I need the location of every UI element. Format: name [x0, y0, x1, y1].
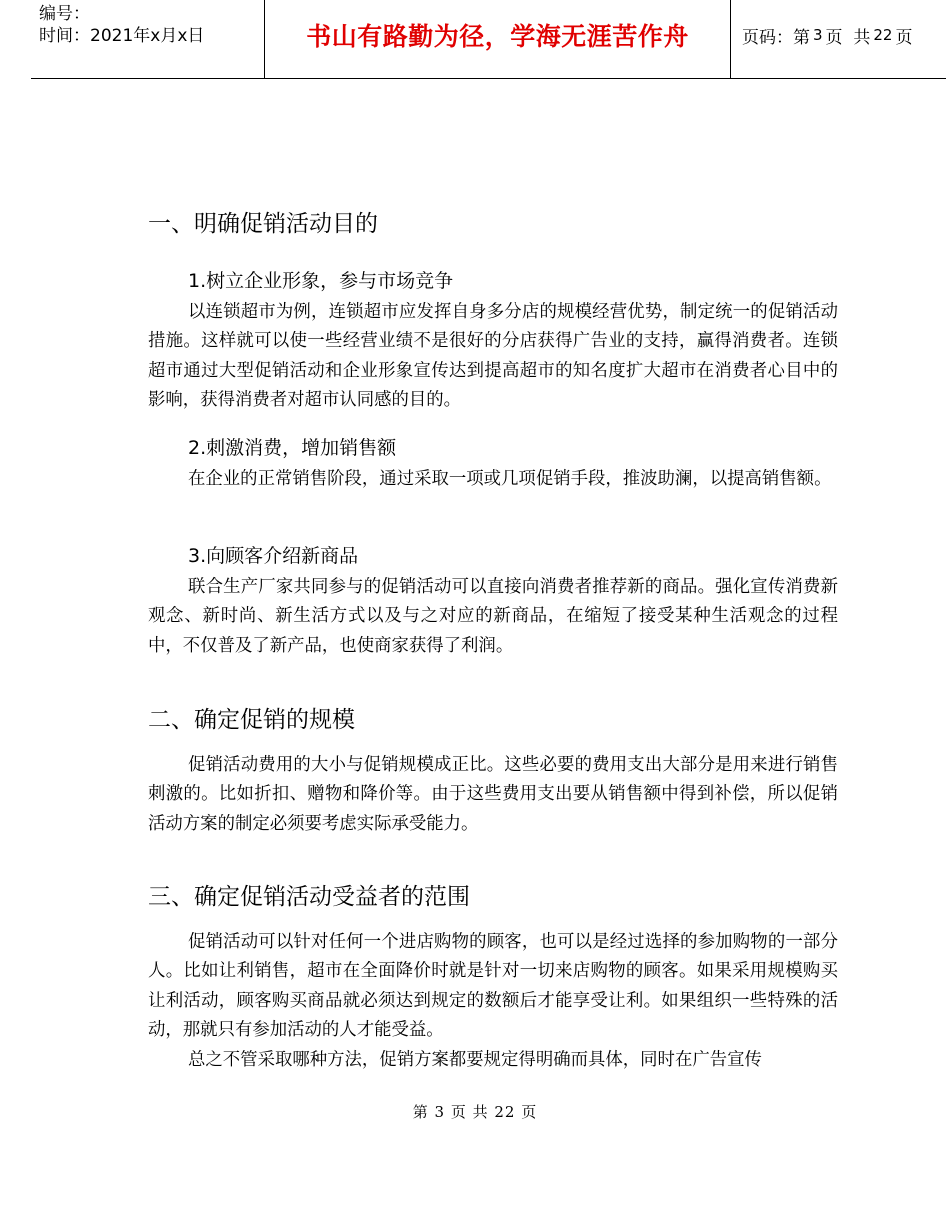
number-label: 编号：: [39, 4, 90, 24]
section-2-paragraph-1: 促销活动费用的大小与促销规模成正比。这些必要的费用支出大部分是用来进行销售刺激的。比如折扣、赠物和降价等。由于这些费用支出要从销售额中得到补偿，所以促销活动方案的制定必须要考虑实际承受能力。: [148, 755, 838, 834]
header-meta: [31, 0, 265, 78]
section-1-sub-2: 2.刺激消费，增加销售额: [188, 437, 397, 459]
motto: 书山有路勤为径，学海无涯苦作舟: [306, 22, 689, 51]
page-header: [31, 0, 946, 79]
page-footer: 第 3 页 共 22 页: [412, 1103, 538, 1121]
section-3-paragraph-2: 总之不管采取哪种方法，促销方案都要规定得明确而具体，同时在广告宣传: [188, 1050, 762, 1070]
time-label: 时间：2021年x月x日: [39, 26, 205, 46]
page-label: 页码：第: [742, 27, 810, 48]
section-3-title: 三、确定促销活动受益者的范围: [148, 884, 470, 910]
section-2-title: 二、确定促销的规模: [148, 707, 355, 733]
section-1-paragraph-1: 以连锁超市为例，连锁超市应发挥自身多分店的规模经营优势，制定统一的促销活动措施。这样就可以使一些经营业绩不是很好的分店获得广告业的支持，赢得消费者。连锁超市通过大型促销活动和企业形象宣传达到提高超市的知名度扩大超市在消费者心目中的影响，获得消费者对超市认同感的目的。: [148, 302, 838, 411]
section-1-sub-3: 3.向顾客介绍新商品: [188, 545, 359, 567]
header-page-info: [731, 0, 946, 78]
section-1-paragraph-3: 联合生产厂家共同参与的促销活动可以直接向消费者推荐新的商品。强化宣传消费新观念、新时尚、新生活方式以及与之对应的新商品，在缩短了接受某种生活观念的过程中，不仅普及了新产品，也使商家获得了利润。: [148, 577, 838, 656]
section-1-paragraph-2: 在企业的正常销售阶段，通过采取一项或几项促销手段，推波助澜，以提高销售额。: [188, 469, 832, 489]
page-number: 3: [813, 26, 823, 44]
page-total: 22: [873, 26, 893, 44]
page-end: 页: [895, 27, 913, 48]
header-motto-cell: [265, 0, 731, 78]
page-mid: 页 共: [825, 27, 871, 48]
section-1-sub-1: 1.树立企业形象，参与市场竞争: [188, 270, 454, 292]
section-3-paragraph-1: 促销活动可以针对任何一个进店购物的顾客，也可以是经过选择的参加购物的一部分人。比如让利销售，超市在全面降价时就是针对一切来店购物的顾客。如果采用规模购买让利活动，顾客购买商品就必须达到规定的数额后才能享受让利。如果组织一些特殊的活动，那就只有参加活动的人才能受益。: [148, 932, 838, 1041]
section-1-title: 一、明确促销活动目的: [148, 211, 378, 237]
